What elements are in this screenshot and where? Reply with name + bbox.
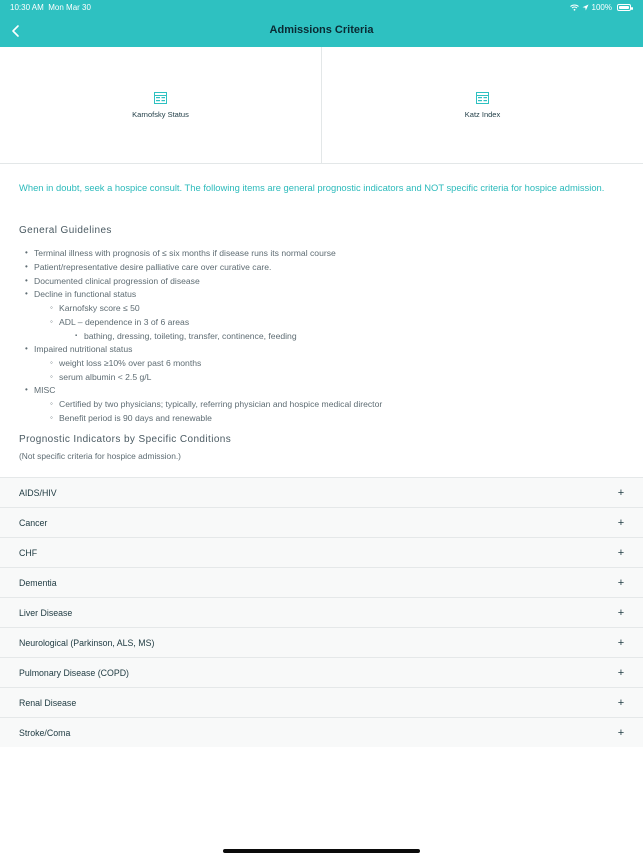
expand-plus-icon[interactable]: + bbox=[617, 636, 625, 649]
expand-plus-icon[interactable]: + bbox=[617, 696, 625, 709]
expand-plus-icon[interactable]: + bbox=[617, 576, 625, 589]
condition-label: Renal Disease bbox=[19, 697, 77, 708]
battery-percentage: 100% bbox=[591, 3, 612, 12]
condition-row-neurological[interactable] bbox=[0, 627, 643, 657]
condition-row-renal-disease[interactable] bbox=[0, 687, 643, 717]
home-indicator[interactable] bbox=[223, 849, 420, 853]
guideline-subsubitem: ▪ bathing, dressing, toileting, transfer, continence, feeding bbox=[84, 330, 297, 342]
guideline-subitem: ◦ Benefit period is 90 days and renewable bbox=[59, 412, 212, 424]
karnofsky-status-tile[interactable] bbox=[0, 47, 321, 163]
expand-plus-icon[interactable]: + bbox=[617, 486, 625, 499]
condition-label: Cancer bbox=[19, 517, 48, 528]
status-bar-time: 10:30 AM Mon Mar 30 bbox=[10, 3, 91, 12]
tile-label: Karnofsky Status bbox=[132, 109, 189, 119]
page-title: Admissions Criteria bbox=[269, 24, 374, 36]
condition-label: Stroke/Coma bbox=[19, 727, 71, 738]
tile-label: Katz Index bbox=[464, 109, 501, 119]
conditions-accordion bbox=[0, 477, 643, 747]
guideline-subitem: ◦ Karnofsky score ≤ 50 bbox=[59, 302, 140, 314]
guideline-subitem: ◦ Certified by two physicians; typically, referring physician and hospice medical director bbox=[59, 398, 382, 410]
condition-row-aids-hiv[interactable] bbox=[0, 477, 643, 507]
condition-row-pulmonary-disease[interactable] bbox=[0, 657, 643, 687]
condition-row-cancer[interactable] bbox=[0, 507, 643, 537]
expand-plus-icon[interactable]: + bbox=[617, 546, 625, 559]
condition-row-stroke-coma[interactable] bbox=[0, 717, 643, 747]
guideline-subitem: ◦ serum albumin < 2.5 g/L bbox=[59, 371, 151, 383]
guideline-item: • Decline in functional status bbox=[34, 288, 136, 300]
condition-label: Liver Disease bbox=[19, 607, 73, 618]
expand-plus-icon[interactable]: + bbox=[617, 516, 625, 529]
condition-label: Pulmonary Disease (COPD) bbox=[19, 667, 129, 678]
location-arrow-icon bbox=[582, 4, 589, 11]
guideline-item: • MISC bbox=[34, 384, 55, 396]
expand-plus-icon[interactable]: + bbox=[617, 666, 625, 679]
guideline-item: • Documented clinical progression of disease bbox=[34, 275, 200, 287]
expand-plus-icon[interactable]: + bbox=[617, 606, 625, 619]
guideline-item: • Impaired nutritional status bbox=[34, 343, 132, 355]
guideline-subitem: ◦ ADL – dependence in 3 of 6 areas bbox=[59, 316, 189, 328]
guideline-item: • Patient/representative desire palliative care over curative care. bbox=[34, 261, 271, 273]
condition-row-liver-disease[interactable] bbox=[0, 597, 643, 627]
katz-index-tile[interactable] bbox=[321, 47, 643, 163]
calculator-tiles bbox=[0, 47, 643, 164]
condition-row-chf[interactable] bbox=[0, 537, 643, 567]
intro-text: When in doubt, seek a hospice consult. The following items are general prognostic indicators and NOT specific criteria for hospice admission. bbox=[19, 182, 605, 193]
calculator-icon bbox=[476, 92, 489, 104]
guideline-item: • Terminal illness with prognosis of ≤ six months if disease runs its normal course bbox=[34, 247, 336, 259]
status-bar-right bbox=[570, 3, 631, 12]
condition-label: Dementia bbox=[19, 577, 57, 588]
condition-row-dementia[interactable] bbox=[0, 567, 643, 597]
general-guidelines-heading: General Guidelines bbox=[19, 225, 112, 236]
expand-plus-icon[interactable]: + bbox=[617, 726, 625, 739]
condition-label: AIDS/HIV bbox=[19, 487, 57, 498]
prognostic-note: (Not specific criteria for hospice admission.) bbox=[19, 451, 181, 461]
condition-label: Neurological (Parkinson, ALS, MS) bbox=[19, 637, 155, 648]
guideline-subitem: ◦ weight loss ≥10% over past 6 months bbox=[59, 357, 201, 369]
navigation-bar bbox=[0, 0, 643, 47]
condition-label: CHF bbox=[19, 547, 38, 558]
calculator-icon bbox=[154, 92, 167, 104]
wifi-icon bbox=[570, 4, 579, 11]
battery-icon bbox=[617, 4, 631, 11]
prognostic-indicators-heading: Prognostic Indicators by Specific Conditions bbox=[19, 434, 232, 445]
